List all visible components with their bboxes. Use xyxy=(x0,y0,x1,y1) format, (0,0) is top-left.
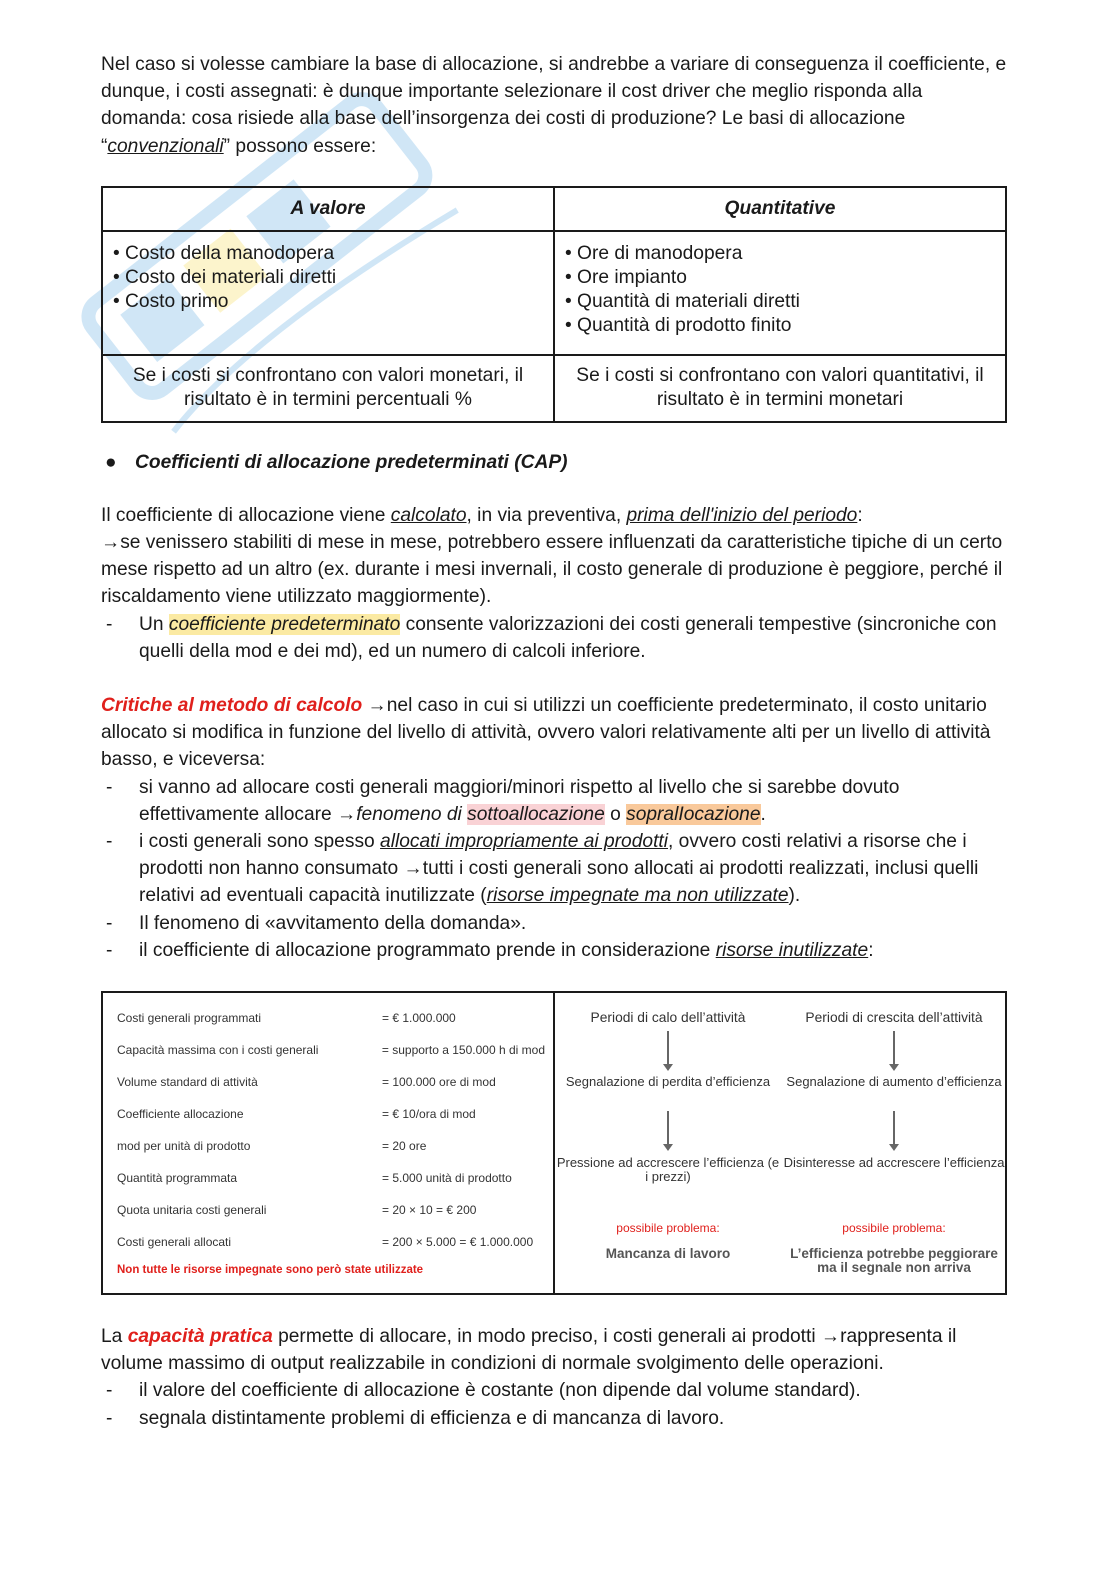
row-value: = 100.000 ore di mod xyxy=(382,1075,496,1090)
quantity-result-cell: Se i costi si confrontano con valori quantitativi, il risultato è in termini monetari xyxy=(554,355,1006,422)
example-data-cell xyxy=(102,992,554,1294)
example-table xyxy=(101,991,1007,1295)
list-text: . xyxy=(760,803,766,825)
list-text: : xyxy=(868,939,874,961)
row-label: Costi generali allocati xyxy=(117,1235,232,1250)
cap-paragraph xyxy=(101,502,1007,529)
flow-problem-answer: Mancanza di lavoro xyxy=(605,1246,731,1262)
table-row xyxy=(117,1106,545,1138)
dash-marker: - xyxy=(106,831,113,853)
list-text: segnala distintamente problemi di efficienza e di mancanza di lavoro. xyxy=(139,1407,725,1429)
list-item xyxy=(101,1405,1007,1432)
example-flow-cell xyxy=(554,992,1006,1294)
critiche-text: →nel caso in cui si utilizzi un coefficiente predeterminato, il costo unitario allocato si modifica in funzione del livello di attività, ovvero valori relativamente alti per un livello di attività basso, e viceversa: xyxy=(101,695,991,771)
flow-problem-answer: L’efficienza potrebbe peggiorare ma il segnale non arriva xyxy=(790,1246,998,1276)
example-values xyxy=(103,993,553,1278)
row-label: Quota unitaria costi generali xyxy=(117,1203,267,1218)
row-label: Costi generali programmati xyxy=(117,1011,262,1026)
row-label: mod per unità di prodotto xyxy=(117,1139,251,1154)
table-row xyxy=(117,1202,545,1234)
list-text: il valore del coefficiente di allocazione è costante (non dipende dal volume standard). xyxy=(139,1380,861,1402)
list-text: consente valorizzazioni dei costi generali tempestive (sincroniche con quelli della mod e dei md), ed un numero di calcoli inferiore. xyxy=(139,613,997,662)
row-value: = 5.000 unità di prodotto xyxy=(382,1171,512,1186)
list-item: • Quantità di materiali diretti xyxy=(565,290,800,312)
list-item xyxy=(101,1377,1007,1404)
flow-step: Pressione ad accrescere l’efficienza (e i prezzi) xyxy=(556,1155,780,1185)
header-quantitative: Quantitative xyxy=(554,187,1006,231)
list-item: • Costo dei materiali diretti xyxy=(113,266,337,288)
list-item: • Costo primo xyxy=(113,290,229,312)
header-a-valore: A valore xyxy=(102,187,554,231)
intro-paragraph xyxy=(101,51,1007,160)
list-underline: risorse inutilizzate xyxy=(715,939,869,961)
cap-text: : xyxy=(857,504,863,526)
bullet-icon: ● xyxy=(105,451,117,473)
critiche-list xyxy=(101,774,1007,964)
table-row xyxy=(117,1042,545,1074)
cap-text: Il coefficiente di allocazione viene xyxy=(101,504,391,526)
list-text: o xyxy=(604,803,627,825)
list-text: ). xyxy=(788,885,801,907)
activity-flow-diagram xyxy=(555,993,1005,1293)
list-text: il coefficiente di allocazione programmato prende in considerazione xyxy=(139,939,716,961)
row-value: = supporto a 150.000 h di mod xyxy=(381,1043,545,1058)
cap-heading-text: Coefficienti di allocazione predeterminati (CAP) xyxy=(135,451,568,473)
list-item: • Ore impianto xyxy=(565,266,687,288)
row-label: Capacità massima con i costi generali xyxy=(117,1043,319,1058)
dash-marker: - xyxy=(106,912,113,934)
flow-step: Disinteresse ad accrescere l’efficienza xyxy=(783,1155,1005,1171)
list-item xyxy=(101,910,1007,937)
highlight-sottoallocazione: sottoallocazione xyxy=(467,803,605,825)
cap-text: , in via preventiva, xyxy=(466,504,627,526)
critiche-paragraph xyxy=(101,692,1007,774)
flow-title: Periodi di calo dell’attività xyxy=(590,1010,746,1026)
table-row xyxy=(117,1074,545,1106)
dash-marker: - xyxy=(106,613,113,635)
cap-heading xyxy=(105,449,1007,476)
list-underline: allocati impropriamente ai prodotti xyxy=(380,831,668,853)
value-bases-cell xyxy=(102,231,554,355)
example-note: Non tutte le risorse impegnate sono però state utilizzate xyxy=(117,1264,424,1277)
cap-calcolato: calcolato xyxy=(390,504,467,526)
arrow-down-icon xyxy=(667,1111,669,1145)
flow-problem-label: possibile problema: xyxy=(616,1221,720,1236)
flow-title: Periodi di crescita dell’attività xyxy=(805,1010,983,1026)
capacita-text: permette di allocare, in modo preciso, i costi generali ai prodotti →rappresenta il volume massimo di output realizzabile in condizioni di normale svolgimento delle operazioni. xyxy=(101,1326,957,1375)
row-value: = € 1.000.000 xyxy=(382,1011,456,1026)
list-text: Un xyxy=(139,613,169,635)
intro-emphasis: convenzionali xyxy=(107,135,224,157)
arrow-down-icon xyxy=(667,1031,669,1065)
highlight-sopraallocazione: sopralIocazione xyxy=(626,803,761,825)
allocation-bases-table xyxy=(101,186,1007,423)
list-text: si vanno ad allocare costi generali maggiori/minori rispetto al livello che si sarebbe dovuto effettivamente allocare → xyxy=(139,776,900,825)
dash-marker: - xyxy=(106,776,113,798)
value-result-cell: Se i costi si confrontano con valori monetari, il risultato è in termini percentuali % xyxy=(102,355,554,422)
dash-marker: - xyxy=(106,939,113,961)
row-value: = 20 × 10 = € 200 xyxy=(382,1203,477,1218)
highlight-predeterminato: coefficiente predeterminato xyxy=(168,613,401,635)
list-item xyxy=(101,937,1007,964)
row-value: = € 10/ora di mod xyxy=(382,1107,476,1122)
row-label: Volume standard di attività xyxy=(117,1075,258,1090)
cap-explanation: →se venissero stabiliti di mese in mese, potrebbero essere influenzati da caratteristiche tipiche di un certo mese rispetto ad un altro (ex. durante i mesi invernali, il costo generale di produzione è peggiore, perché il riscaldamento viene utilizzato maggiormente). xyxy=(101,532,1003,608)
table-row xyxy=(117,1138,545,1170)
row-label: Quantità programmata xyxy=(117,1171,238,1186)
quantity-bases-cell xyxy=(554,231,1006,355)
list-item xyxy=(101,774,1007,828)
cap-prima: prima dell'inizio del periodo xyxy=(626,504,858,526)
arrow-down-icon xyxy=(893,1031,895,1065)
list-item xyxy=(101,828,1007,910)
table-row xyxy=(117,1010,545,1042)
flow-step: Segnalazione di perdita d’efficienza xyxy=(565,1074,771,1090)
intro-text-end: ” possono essere: xyxy=(223,135,377,157)
document-page xyxy=(101,51,1007,1432)
list-text: i costi generali sono spesso xyxy=(139,831,381,853)
list-text: fenomeno di xyxy=(356,803,468,825)
capacita-list xyxy=(101,1377,1007,1431)
table-row xyxy=(117,1170,545,1202)
capacita-paragraph xyxy=(101,1323,1007,1377)
capacita-text: La xyxy=(101,1326,128,1348)
list-underline: risorse impegnate ma non utilizzate xyxy=(486,885,789,907)
arrow-down-icon xyxy=(893,1111,895,1145)
row-label: Coefficiente allocazione xyxy=(117,1107,244,1122)
list-text: , ovvero costi relativi a risorse che i prodotti non hanno consumato →tutti i costi generali sono allocati ai prodotti realizzati, inclusi quelli relativi ad eventuali capacità inutilizzate ( xyxy=(139,831,979,907)
capacita-title: capacità pratica xyxy=(127,1326,273,1348)
intro-text: Nel caso si volesse cambiare la base di allocazione, si andrebbe a variare di conseguenza il coefficiente, e dunque, i costi assegnati: è dunque importante selezionare il cost driver che meglio risponda alla domanda: cosa risiede alla base dell’insorgenza dei costi di produzione? Le basi di allocazione “ xyxy=(101,54,1007,157)
flow-problem-label: possibile problema: xyxy=(842,1221,946,1236)
list-item xyxy=(101,611,1007,665)
list-item: • Quantità di prodotto finito xyxy=(565,314,792,336)
row-value: = 20 ore xyxy=(382,1139,427,1154)
flow-step: Segnalazione di aumento d’efficienza xyxy=(786,1074,1002,1090)
row-value: = 200 × 5.000 = € 1.000.000 xyxy=(382,1235,534,1250)
critiche-title: Critiche al metodo di calcolo xyxy=(101,695,363,717)
cap-list xyxy=(101,611,1007,665)
dash-marker: - xyxy=(106,1407,113,1429)
list-text: Il fenomeno di «avvitamento della domanda». xyxy=(139,912,527,934)
dash-marker: - xyxy=(106,1380,113,1402)
list-item: • Costo della manodopera xyxy=(113,242,335,264)
list-item: • Ore di manodopera xyxy=(565,242,743,264)
